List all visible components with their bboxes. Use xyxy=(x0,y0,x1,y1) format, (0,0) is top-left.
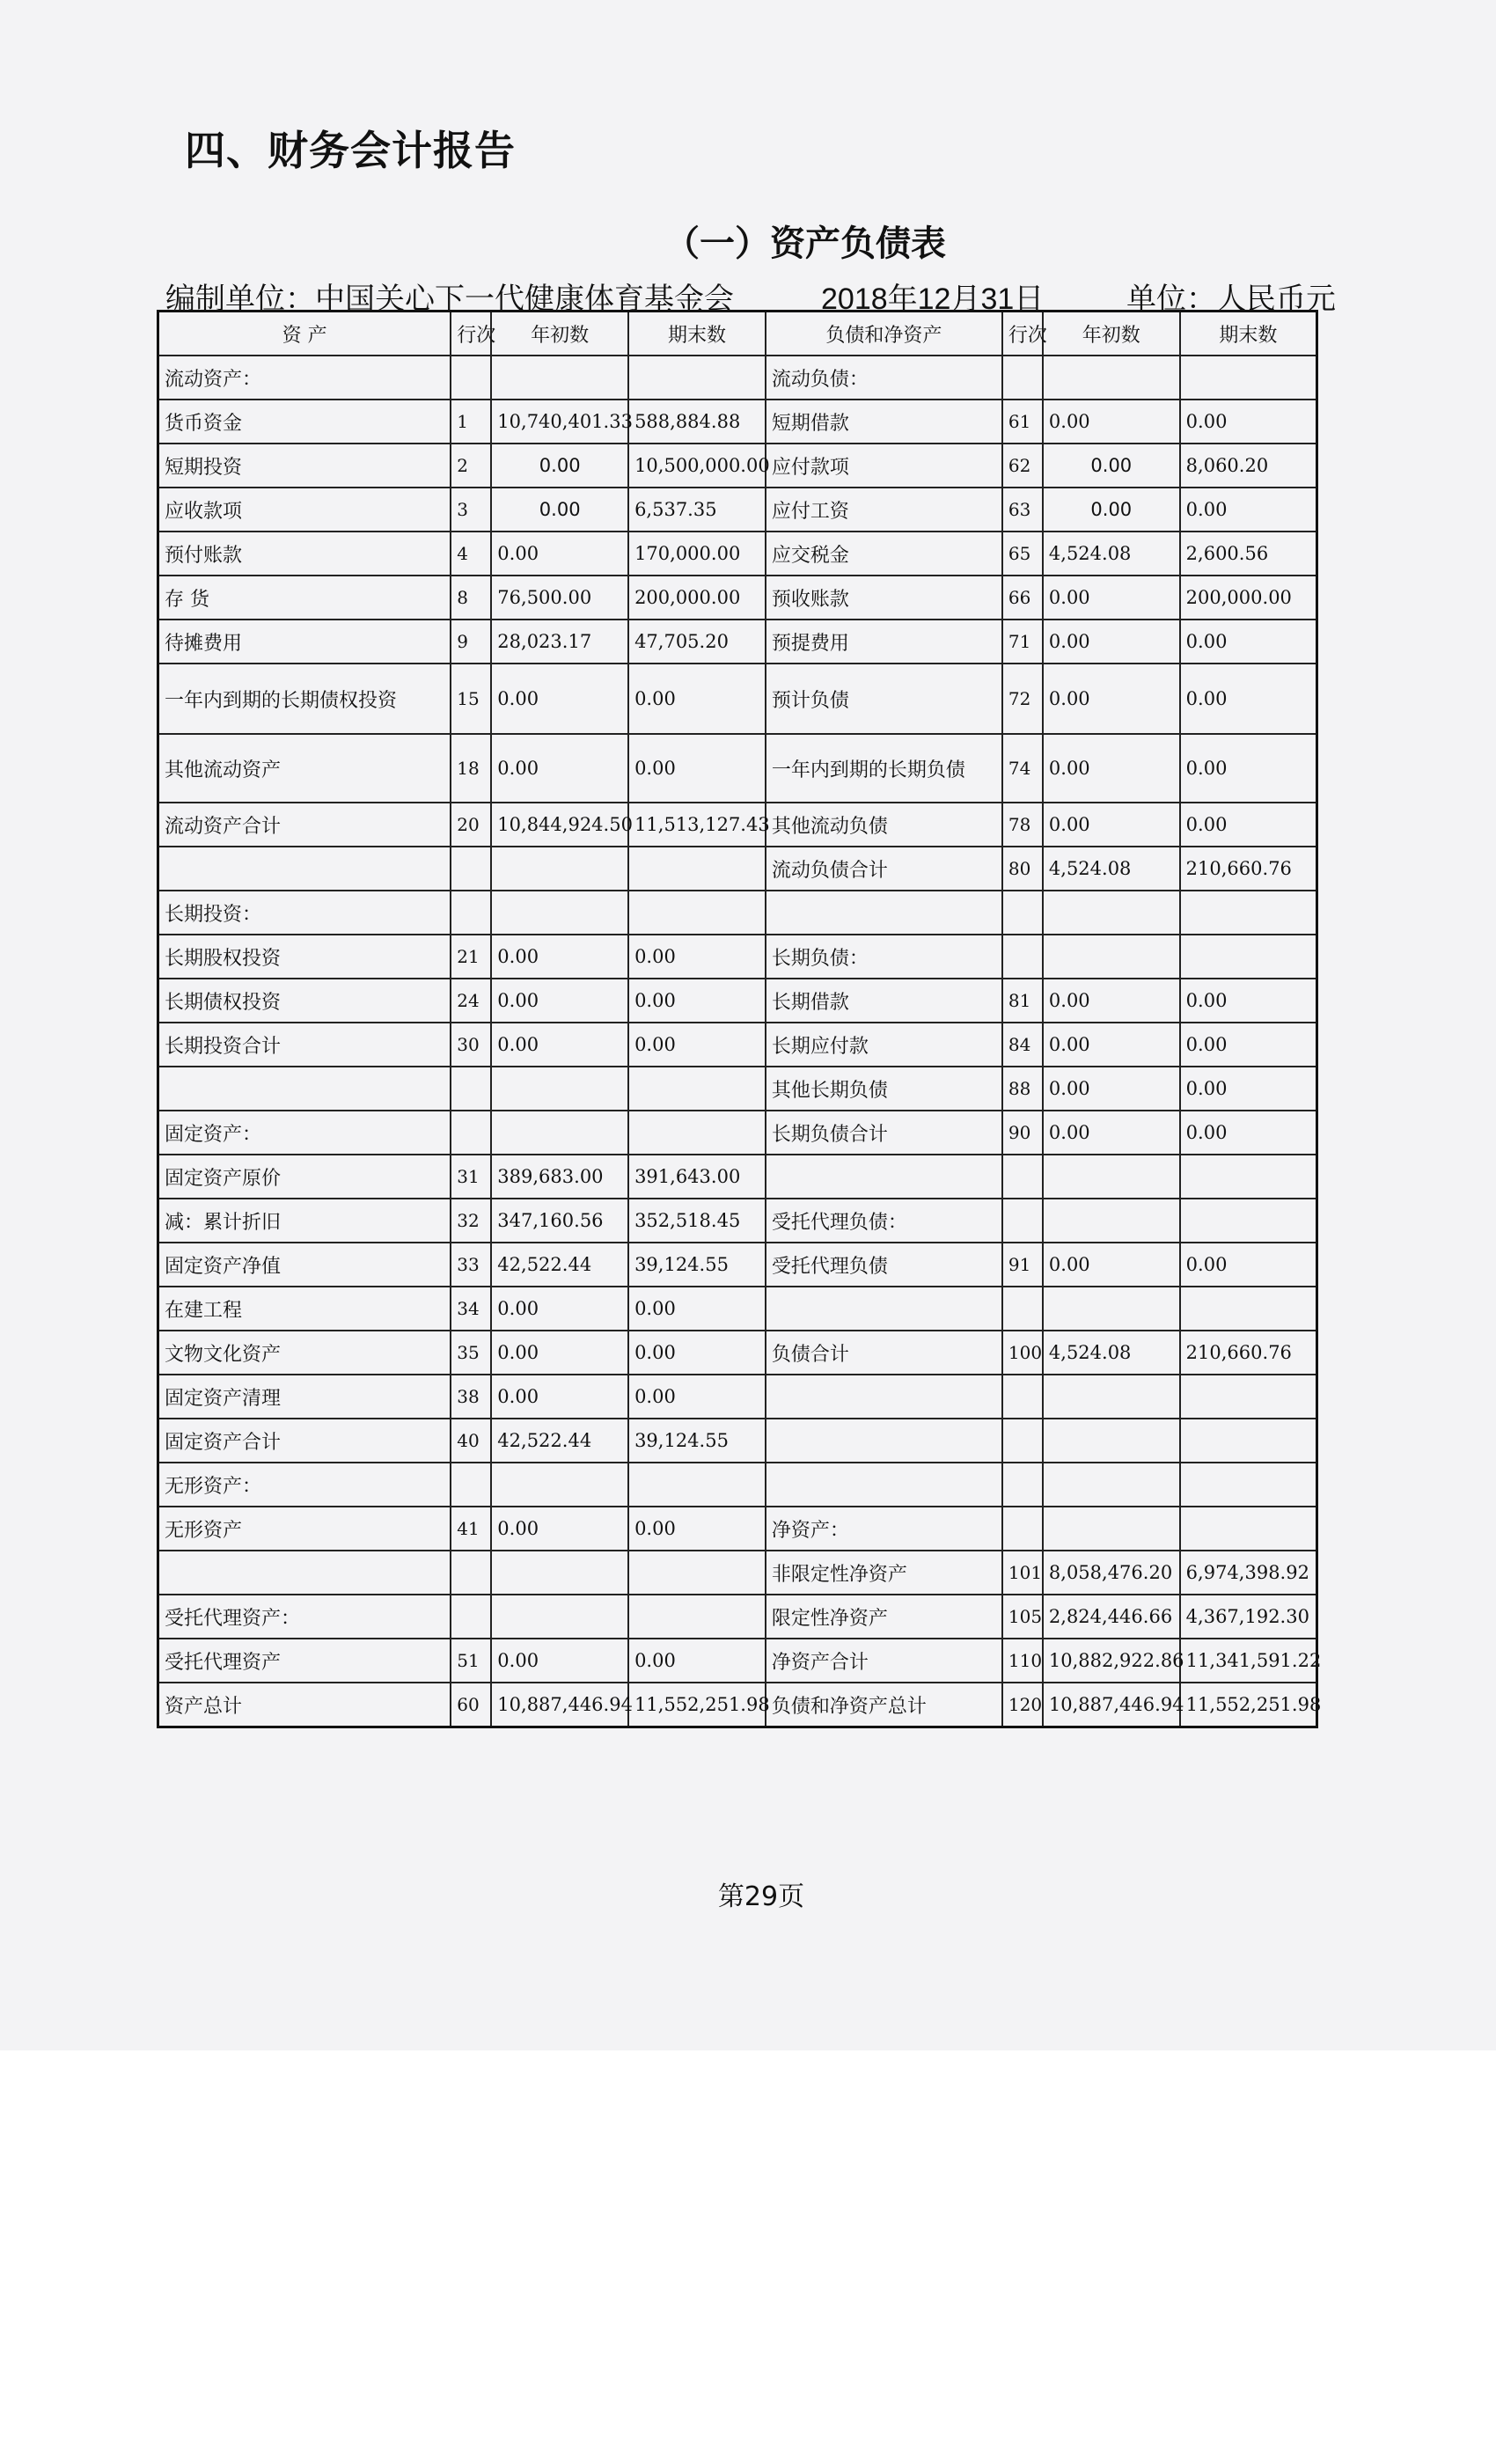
line-number: 62 xyxy=(1002,444,1043,488)
end-amount: 0.00 xyxy=(628,1639,766,1683)
end-amount: 11,341,591.22 xyxy=(1180,1639,1317,1683)
begin-amount: 0.00 xyxy=(1043,576,1180,620)
line-number: 65 xyxy=(1002,532,1043,576)
end-amount: 0.00 xyxy=(628,1023,766,1067)
table-row xyxy=(158,803,1317,847)
table-row xyxy=(158,488,1317,532)
line-number xyxy=(1002,1287,1043,1331)
asset-item-name: 预付账款 xyxy=(158,532,451,576)
line-number: 31 xyxy=(451,1155,491,1199)
line-number: 34 xyxy=(451,1287,491,1331)
begin-amount: 2,824,446.66 xyxy=(1043,1595,1180,1639)
begin-amount: 4,524.08 xyxy=(1043,847,1180,891)
line-number: 4 xyxy=(451,532,491,576)
end-amount: 2,600.56 xyxy=(1180,532,1317,576)
end-amount: 0.00 xyxy=(1180,734,1317,803)
line-number: 74 xyxy=(1002,734,1043,803)
end-amount xyxy=(628,891,766,935)
line-number: 91 xyxy=(1002,1243,1043,1287)
currency-unit: 单位：人民币元 xyxy=(1126,282,1336,316)
line-number: 35 xyxy=(451,1331,491,1375)
liability-item-name: 净资产合计 xyxy=(766,1639,1002,1683)
liability-item-name: 受托代理负债 xyxy=(766,1243,1002,1287)
liability-item-name xyxy=(766,1419,1002,1463)
begin-amount xyxy=(1043,1419,1180,1463)
table-body xyxy=(158,356,1322,1727)
table-row xyxy=(158,1067,1317,1111)
asset-item-name: 固定资产： xyxy=(158,1111,451,1155)
line-number: 90 xyxy=(1002,1111,1043,1155)
begin-amount: 0.00 xyxy=(1043,444,1180,488)
asset-item-name: 待摊费用 xyxy=(158,620,451,664)
begin-amount xyxy=(491,356,628,400)
line-number: 33 xyxy=(451,1243,491,1287)
begin-amount xyxy=(1043,935,1180,979)
line-number xyxy=(1002,1507,1043,1551)
table-row xyxy=(158,620,1317,664)
liability-item-name: 限定性净资产 xyxy=(766,1595,1002,1639)
line-number: 51 xyxy=(451,1639,491,1683)
end-amount xyxy=(628,356,766,400)
begin-amount: 389,683.00 xyxy=(491,1155,628,1199)
line-number: 15 xyxy=(451,664,491,734)
line-number: 80 xyxy=(1002,847,1043,891)
begin-amount: 0.00 xyxy=(491,488,628,532)
table-row xyxy=(158,891,1317,935)
line-number xyxy=(1002,356,1043,400)
asset-item-name: 减：累计折旧 xyxy=(158,1199,451,1243)
table-row xyxy=(158,1375,1317,1419)
begin-amount: 4,524.08 xyxy=(1043,532,1180,576)
table-row xyxy=(158,1023,1317,1067)
asset-item-name: 长期投资合计 xyxy=(158,1023,451,1067)
asset-item-name: 长期投资： xyxy=(158,891,451,935)
line-number: 101 xyxy=(1002,1551,1043,1595)
line-number: 84 xyxy=(1002,1023,1043,1067)
table-row xyxy=(158,979,1317,1023)
end-amount: 0.00 xyxy=(1180,400,1317,444)
end-amount: 0.00 xyxy=(628,935,766,979)
liability-item-name: 流动负债合计 xyxy=(766,847,1002,891)
end-amount: 0.00 xyxy=(628,734,766,803)
asset-item-name: 存 货 xyxy=(158,576,451,620)
begin-amount xyxy=(1043,1155,1180,1199)
begin-amount: 10,882,922.86 xyxy=(1043,1639,1180,1683)
table-row xyxy=(158,1683,1317,1727)
begin-amount xyxy=(1043,1463,1180,1507)
end-amount: 200,000.00 xyxy=(1180,576,1317,620)
liability-item-name: 短期借款 xyxy=(766,400,1002,444)
begin-amount: 0.00 xyxy=(491,1375,628,1419)
table-row xyxy=(158,444,1317,488)
liability-item-name xyxy=(766,891,1002,935)
liability-item-name: 长期借款 xyxy=(766,979,1002,1023)
end-amount xyxy=(1180,1199,1317,1243)
table-row xyxy=(158,1287,1317,1331)
line-number: 120 xyxy=(1002,1683,1043,1727)
line-number xyxy=(451,356,491,400)
table-row xyxy=(158,1419,1317,1463)
end-amount: 0.00 xyxy=(1180,1243,1317,1287)
line-number xyxy=(451,1111,491,1155)
end-amount: 39,124.55 xyxy=(628,1243,766,1287)
page-number: 第29页 xyxy=(717,1881,805,1912)
end-amount: 0.00 xyxy=(1180,979,1317,1023)
table-row xyxy=(158,935,1317,979)
end-amount: 11,513,127.43 xyxy=(628,803,766,847)
liability-item-name: 应付工资 xyxy=(766,488,1002,532)
end-amount: 4,367,192.30 xyxy=(1180,1595,1317,1639)
header-end-amount: 期末数 xyxy=(628,312,766,356)
line-number: 18 xyxy=(451,734,491,803)
begin-amount xyxy=(491,1067,628,1111)
end-amount: 11,552,251.98 xyxy=(628,1683,766,1727)
liability-item-name: 应交税金 xyxy=(766,532,1002,576)
begin-amount xyxy=(491,847,628,891)
end-amount xyxy=(1180,891,1317,935)
end-amount xyxy=(1180,356,1317,400)
asset-item-name xyxy=(158,1551,451,1595)
begin-amount: 10,740,401.33 xyxy=(491,400,628,444)
end-amount: 11,552,251.98 xyxy=(1180,1683,1317,1727)
begin-amount: 0.00 xyxy=(491,444,628,488)
line-number: 32 xyxy=(451,1199,491,1243)
line-number xyxy=(451,1551,491,1595)
end-amount xyxy=(628,1111,766,1155)
liability-item-name: 受托代理负债： xyxy=(766,1199,1002,1243)
end-amount: 0.00 xyxy=(1180,488,1317,532)
begin-amount: 0.00 xyxy=(1043,1023,1180,1067)
liability-item-name xyxy=(766,1375,1002,1419)
asset-item-name: 在建工程 xyxy=(158,1287,451,1331)
liability-item-name: 其他流动负债 xyxy=(766,803,1002,847)
liability-item-name: 预计负债 xyxy=(766,664,1002,734)
end-amount: 210,660.76 xyxy=(1180,847,1317,891)
begin-amount: 8,058,476.20 xyxy=(1043,1551,1180,1595)
end-amount: 47,705.20 xyxy=(628,620,766,664)
liability-item-name: 负债合计 xyxy=(766,1331,1002,1375)
table-row xyxy=(158,400,1317,444)
line-number: 110 xyxy=(1002,1639,1043,1683)
end-amount: 0.00 xyxy=(1180,803,1317,847)
line-number xyxy=(1002,1155,1043,1199)
asset-item-name: 长期债权投资 xyxy=(158,979,451,1023)
line-number: 60 xyxy=(451,1683,491,1727)
end-amount xyxy=(628,847,766,891)
begin-amount: 0.00 xyxy=(1043,734,1180,803)
liability-item-name xyxy=(766,1463,1002,1507)
table-row xyxy=(158,1155,1317,1199)
table-row xyxy=(158,1243,1317,1287)
begin-amount xyxy=(491,1111,628,1155)
table-row xyxy=(158,532,1317,576)
line-number: 24 xyxy=(451,979,491,1023)
line-number: 100 xyxy=(1002,1331,1043,1375)
end-amount xyxy=(628,1551,766,1595)
liability-item-name xyxy=(766,1155,1002,1199)
table-row xyxy=(158,1111,1317,1155)
line-number xyxy=(451,1595,491,1639)
liability-item-name: 长期应付款 xyxy=(766,1023,1002,1067)
asset-item-name: 无形资产 xyxy=(158,1507,451,1551)
end-amount: 10,500,000.00 xyxy=(628,444,766,488)
end-amount xyxy=(1180,935,1317,979)
asset-item-name: 固定资产净值 xyxy=(158,1243,451,1287)
asset-item-name: 无形资产： xyxy=(158,1463,451,1507)
line-number xyxy=(1002,1419,1043,1463)
asset-item-name: 受托代理资产 xyxy=(158,1639,451,1683)
asset-item-name: 固定资产清理 xyxy=(158,1375,451,1419)
liability-item-name: 流动负债： xyxy=(766,356,1002,400)
liability-item-name: 预收账款 xyxy=(766,576,1002,620)
liability-item-name: 长期负债合计 xyxy=(766,1111,1002,1155)
end-amount xyxy=(628,1067,766,1111)
end-amount: 200,000.00 xyxy=(628,576,766,620)
liability-item-name: 预提费用 xyxy=(766,620,1002,664)
liability-item-name: 负债和净资产总计 xyxy=(766,1683,1002,1727)
begin-amount xyxy=(1043,1507,1180,1551)
begin-amount: 0.00 xyxy=(491,1023,628,1067)
end-amount: 170,000.00 xyxy=(628,532,766,576)
begin-amount: 0.00 xyxy=(1043,803,1180,847)
begin-amount: 0.00 xyxy=(491,935,628,979)
end-amount xyxy=(1180,1463,1317,1507)
asset-item-name: 资产总计 xyxy=(158,1683,451,1727)
asset-item-name: 文物文化资产 xyxy=(158,1331,451,1375)
asset-item-name xyxy=(158,1067,451,1111)
line-number: 105 xyxy=(1002,1595,1043,1639)
end-amount: 0.00 xyxy=(1180,1067,1317,1111)
begin-amount: 0.00 xyxy=(1043,400,1180,444)
begin-amount: 0.00 xyxy=(1043,1067,1180,1111)
asset-item-name: 一年内到期的长期债权投资 xyxy=(158,664,451,734)
end-amount: 0.00 xyxy=(1180,620,1317,664)
asset-item-name: 其他流动资产 xyxy=(158,734,451,803)
begin-amount xyxy=(491,1463,628,1507)
begin-amount: 0.00 xyxy=(491,1507,628,1551)
report-date: 2018年12月31日 xyxy=(821,282,1045,316)
end-amount xyxy=(1180,1375,1317,1419)
line-number xyxy=(1002,935,1043,979)
begin-amount: 28,023.17 xyxy=(491,620,628,664)
end-amount: 0.00 xyxy=(1180,1023,1317,1067)
header-asset: 资 产 xyxy=(158,312,451,356)
end-amount: 8,060.20 xyxy=(1180,444,1317,488)
compiling-unit: 编制单位：中国关心下一代健康体育基金会 xyxy=(165,282,734,316)
line-number: 20 xyxy=(451,803,491,847)
line-number: 66 xyxy=(1002,576,1043,620)
begin-amount: 76,500.00 xyxy=(491,576,628,620)
table-row xyxy=(158,576,1317,620)
line-number: 2 xyxy=(451,444,491,488)
liability-item-name: 其他长期负债 xyxy=(766,1067,1002,1111)
begin-amount: 0.00 xyxy=(491,1639,628,1683)
begin-amount: 42,522.44 xyxy=(491,1419,628,1463)
table-row xyxy=(158,1463,1317,1507)
table-row xyxy=(158,1595,1317,1639)
table-row xyxy=(158,734,1317,803)
end-amount: 6,974,398.92 xyxy=(1180,1551,1317,1595)
begin-amount: 0.00 xyxy=(1043,488,1180,532)
end-amount: 0.00 xyxy=(628,664,766,734)
header-line-no-2: 行次 xyxy=(1002,312,1043,356)
asset-item-name: 流动资产： xyxy=(158,356,451,400)
report-title: （一）资产负债表 xyxy=(664,224,946,264)
begin-amount: 10,887,446.94 xyxy=(491,1683,628,1727)
asset-item-name: 长期股权投资 xyxy=(158,935,451,979)
end-amount: 0.00 xyxy=(628,979,766,1023)
line-number: 40 xyxy=(451,1419,491,1463)
balance-sheet-table xyxy=(157,310,1322,1728)
table-row xyxy=(158,1507,1317,1551)
line-number: 1 xyxy=(451,400,491,444)
end-amount xyxy=(1180,1507,1317,1551)
line-number: 71 xyxy=(1002,620,1043,664)
asset-item-name: 固定资产合计 xyxy=(158,1419,451,1463)
line-number xyxy=(451,1463,491,1507)
begin-amount: 0.00 xyxy=(1043,1111,1180,1155)
line-number: 3 xyxy=(451,488,491,532)
liability-item-name: 一年内到期的长期负债 xyxy=(766,734,1002,803)
line-number xyxy=(1002,1463,1043,1507)
table-row xyxy=(158,356,1317,400)
line-number: 78 xyxy=(1002,803,1043,847)
end-amount: 391,643.00 xyxy=(628,1155,766,1199)
line-number: 30 xyxy=(451,1023,491,1067)
line-number: 72 xyxy=(1002,664,1043,734)
liability-item-name: 应付款项 xyxy=(766,444,1002,488)
begin-amount xyxy=(1043,1199,1180,1243)
line-number xyxy=(1002,891,1043,935)
begin-amount xyxy=(1043,1375,1180,1419)
begin-amount xyxy=(491,1551,628,1595)
liability-item-name: 净资产： xyxy=(766,1507,1002,1551)
line-number xyxy=(1002,1199,1043,1243)
end-amount: 210,660.76 xyxy=(1180,1331,1317,1375)
end-amount xyxy=(1180,1419,1317,1463)
begin-amount: 0.00 xyxy=(1043,979,1180,1023)
asset-item-name: 应收款项 xyxy=(158,488,451,532)
asset-item-name: 货币资金 xyxy=(158,400,451,444)
line-number: 63 xyxy=(1002,488,1043,532)
end-amount: 0.00 xyxy=(628,1375,766,1419)
begin-amount xyxy=(1043,356,1180,400)
table-row xyxy=(158,847,1317,891)
end-amount: 588,884.88 xyxy=(628,400,766,444)
table-row xyxy=(158,1331,1317,1375)
line-number xyxy=(451,1067,491,1111)
liability-item-name: 非限定性净资产 xyxy=(766,1551,1002,1595)
end-amount xyxy=(628,1595,766,1639)
header-line-no: 行次 xyxy=(451,312,491,356)
begin-amount: 0.00 xyxy=(491,532,628,576)
end-amount: 0.00 xyxy=(1180,664,1317,734)
asset-item-name: 流动资产合计 xyxy=(158,803,451,847)
asset-item-name: 固定资产原价 xyxy=(158,1155,451,1199)
begin-amount: 347,160.56 xyxy=(491,1199,628,1243)
header-end-amount-2: 期末数 xyxy=(1180,312,1317,356)
end-amount xyxy=(1180,1287,1317,1331)
line-number: 61 xyxy=(1002,400,1043,444)
begin-amount: 0.00 xyxy=(1043,1243,1180,1287)
table-row xyxy=(158,1199,1317,1243)
line-number: 21 xyxy=(451,935,491,979)
end-amount: 0.00 xyxy=(628,1287,766,1331)
table-row xyxy=(158,1551,1317,1595)
begin-amount: 0.00 xyxy=(491,979,628,1023)
line-number xyxy=(1002,1375,1043,1419)
begin-amount: 0.00 xyxy=(1043,620,1180,664)
begin-amount xyxy=(491,891,628,935)
begin-amount: 10,887,446.94 xyxy=(1043,1683,1180,1727)
asset-item-name xyxy=(158,847,451,891)
begin-amount: 0.00 xyxy=(491,734,628,803)
end-amount: 0.00 xyxy=(1180,1111,1317,1155)
end-amount xyxy=(1180,1155,1317,1199)
header-begin-amount-2: 年初数 xyxy=(1043,312,1180,356)
line-number: 41 xyxy=(451,1507,491,1551)
end-amount xyxy=(628,1463,766,1507)
table-row xyxy=(158,664,1317,734)
line-number xyxy=(451,891,491,935)
begin-amount: 0.00 xyxy=(491,1287,628,1331)
liability-item-name xyxy=(766,1287,1002,1331)
line-number: 81 xyxy=(1002,979,1043,1023)
begin-amount xyxy=(1043,891,1180,935)
begin-amount: 0.00 xyxy=(491,664,628,734)
table-row xyxy=(158,1639,1317,1683)
table-header-row xyxy=(158,312,1317,356)
asset-item-name: 受托代理资产： xyxy=(158,1595,451,1639)
begin-amount: 10,844,924.50 xyxy=(491,803,628,847)
line-number: 38 xyxy=(451,1375,491,1419)
end-amount: 6,537.35 xyxy=(628,488,766,532)
liability-item-name: 长期负债： xyxy=(766,935,1002,979)
begin-amount: 0.00 xyxy=(1043,664,1180,734)
begin-amount xyxy=(491,1595,628,1639)
asset-item-name: 短期投资 xyxy=(158,444,451,488)
begin-amount: 4,524.08 xyxy=(1043,1331,1180,1375)
begin-amount: 0.00 xyxy=(491,1331,628,1375)
begin-amount: 42,522.44 xyxy=(491,1243,628,1287)
line-number: 8 xyxy=(451,576,491,620)
section-title: 四、财务会计报告 xyxy=(185,127,516,174)
header-liabilities-net-assets: 负债和净资产 xyxy=(766,312,1002,356)
line-number: 9 xyxy=(451,620,491,664)
line-number xyxy=(451,847,491,891)
end-amount: 0.00 xyxy=(628,1507,766,1551)
end-amount: 0.00 xyxy=(628,1331,766,1375)
end-amount: 39,124.55 xyxy=(628,1419,766,1463)
end-amount: 352,518.45 xyxy=(628,1199,766,1243)
line-number: 88 xyxy=(1002,1067,1043,1111)
begin-amount xyxy=(1043,1287,1180,1331)
header-begin-amount: 年初数 xyxy=(491,312,628,356)
